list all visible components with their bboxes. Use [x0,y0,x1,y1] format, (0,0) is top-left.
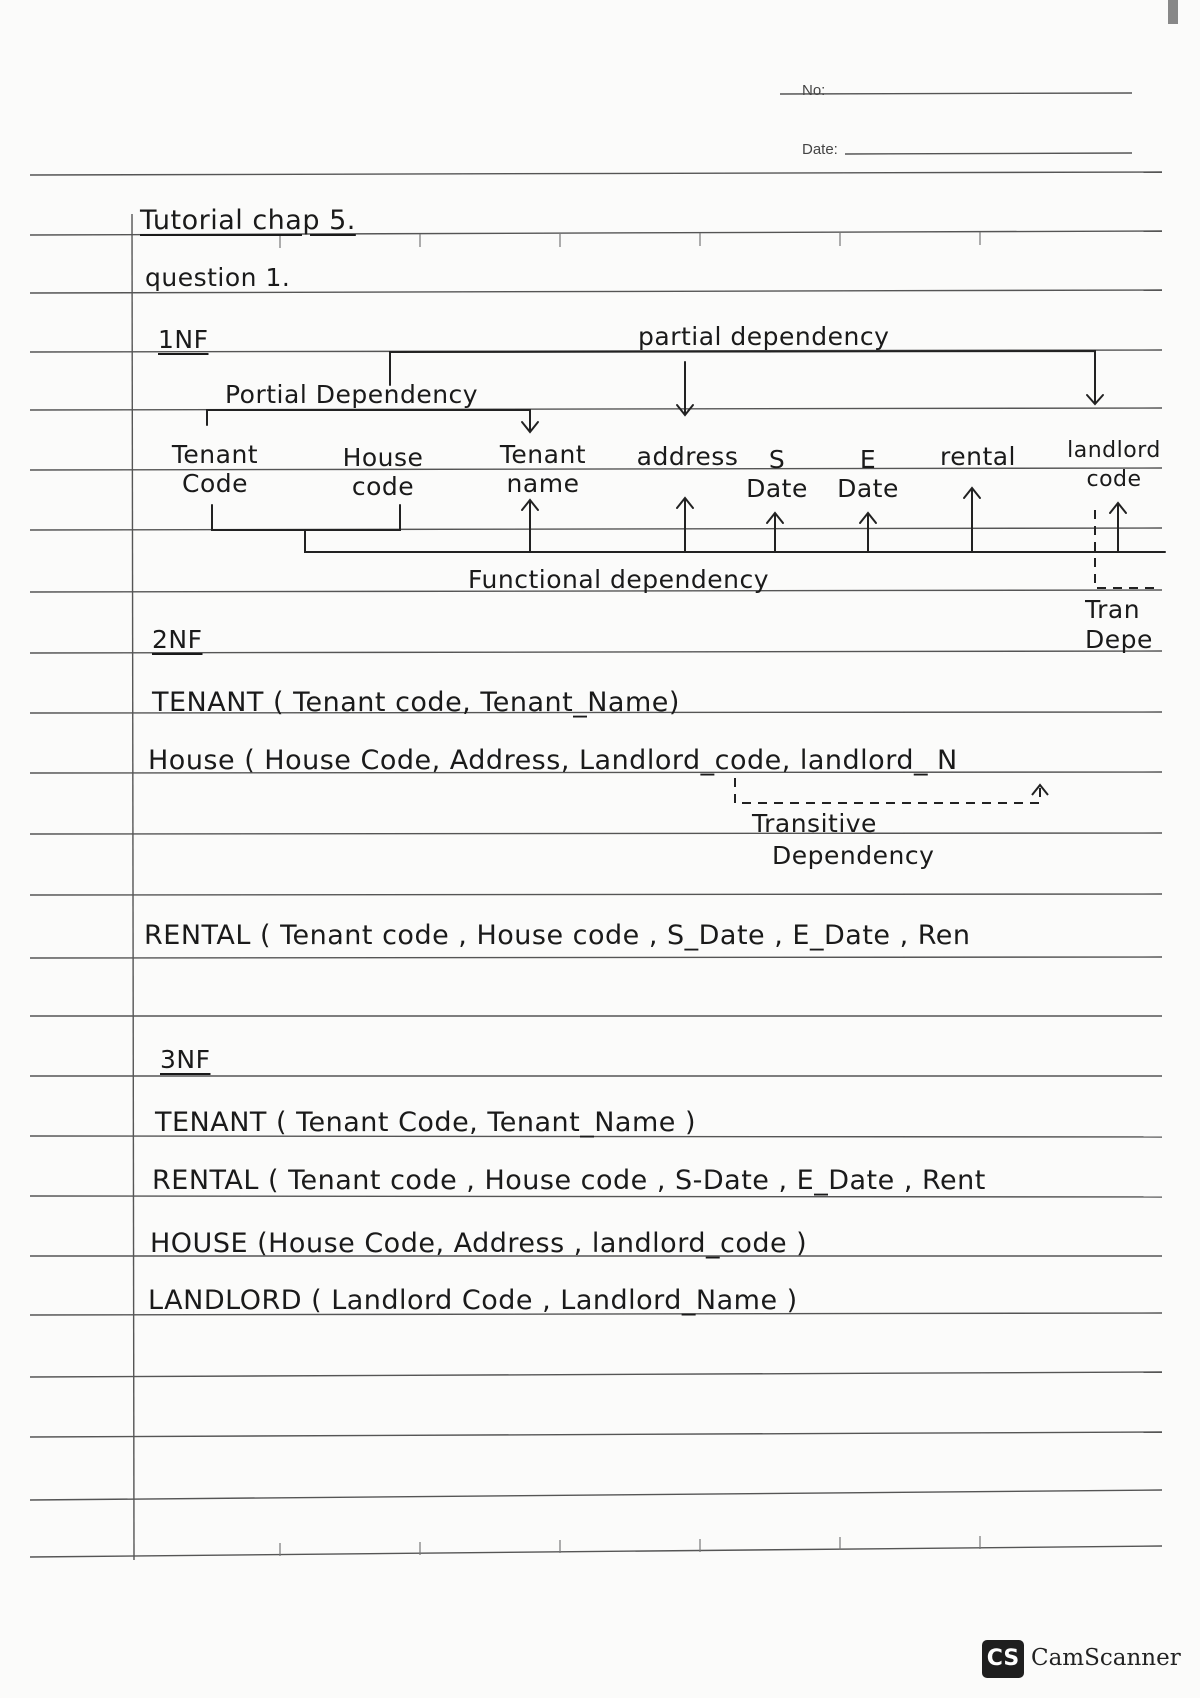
nf2-label: 2NF [152,625,203,654]
nf2-rental: RENTAL ( Tenant code , House code , S_Date , E_Date , Ren [144,920,971,951]
page-title: Tutorial chap 5. [140,205,356,236]
nf3-tenant: TENANT ( Tenant Code, Tenant_Name ) [155,1107,696,1138]
attr-line2: Date [746,474,808,503]
trans-line1: Tran [1085,595,1141,624]
attr-line2: code [351,472,415,501]
nf1-label: 1NF [158,325,209,354]
attr-landlord-code [1058,436,1170,494]
attr-line1: rental [939,442,1017,471]
attr-line1: E [859,445,877,474]
trans-line2: Depe [1085,625,1153,654]
attr-tenant-name [478,440,608,498]
attr-line1: Tenant [171,440,259,469]
transitive-dependency-right [1085,595,1167,655]
attr-house-code [318,443,448,501]
partial-dependency-top: partial dependency [638,322,890,351]
nf3-house: HOUSE (House Code, Address , landlord_code ) [150,1228,808,1259]
nf3-landlord: LANDLORD ( Landlord Code , Landlord_Name ) [148,1285,798,1316]
functional-dependency: Functional dependency [468,565,770,594]
attr-line1: Tenant [499,440,587,469]
nf2-house: House ( House Code, Address, Landlord_code, landlord_ N [148,745,958,776]
attr-line1: S [768,445,786,474]
trans-note-line1: Transitive [752,809,877,838]
attr-line2: Code [181,469,248,498]
attr-line1: House [342,443,424,472]
no-label: No: [802,82,826,99]
attr-line1: address [636,442,739,471]
attr-line2: Date [837,474,899,503]
attr-s-date [737,445,817,503]
question-label: question 1. [145,263,291,292]
attr-address [625,442,750,471]
attr-line2: code [1086,467,1142,492]
attr-e-date [828,445,908,503]
camscanner-brand: CamScanner [1031,1645,1181,1671]
attr-line1: landlord [1067,438,1161,463]
nf2-tenant: TENANT ( Tenant code, Tenant_Name) [152,687,680,718]
nf3-label: 3NF [160,1045,211,1074]
date-label: Date: [802,141,838,158]
partial-dependency-left: Portial Dependency [225,380,479,409]
attr-line2: name [506,469,580,498]
nf2-transitive-note [752,808,934,872]
attr-rental [928,442,1028,471]
camscanner-logo: CS [982,1640,1024,1678]
attr-tenant-code [150,440,280,498]
nf3-rental: RENTAL ( Tenant code , House code , S-Date , E_Date , Rent [152,1165,986,1196]
trans-note-line2: Dependency [772,841,935,870]
